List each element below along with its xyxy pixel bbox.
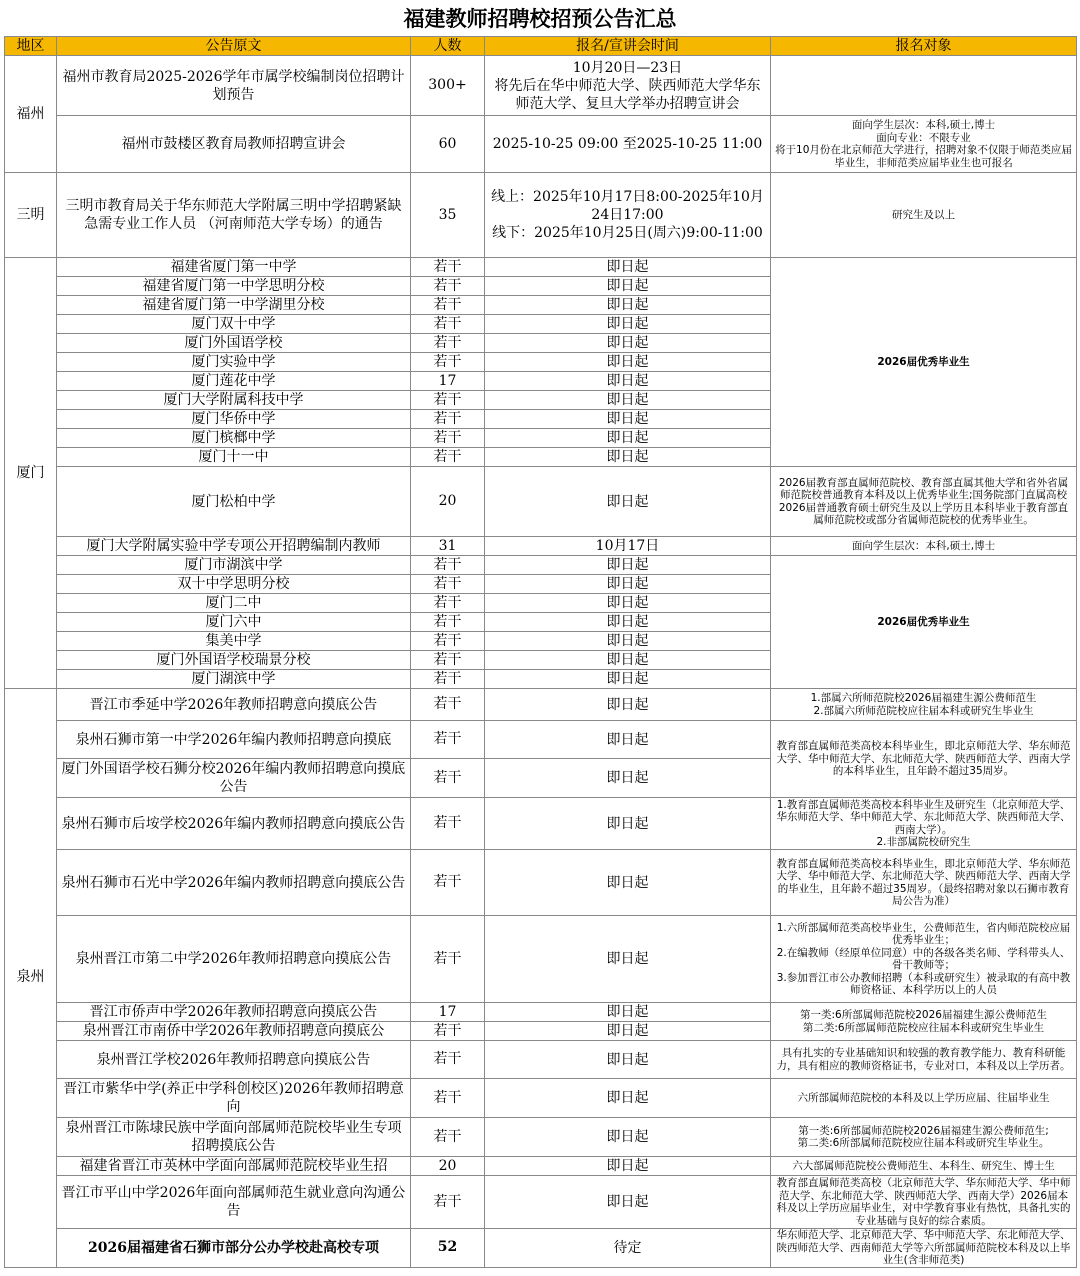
notice-cell: 福建省晋江市英林中学面向部属师范院校毕业生招 (57, 1157, 411, 1176)
count-cell: 若干 (411, 296, 485, 315)
time-cell: 即日起 (485, 759, 771, 798)
count-cell: 若干 (411, 759, 485, 798)
time-cell: 即日起 (485, 632, 771, 651)
table-row (5, 721, 1077, 759)
count-cell: 若干 (411, 798, 485, 850)
count-cell: 若干 (411, 429, 485, 448)
time-cell: 即日起 (485, 689, 771, 721)
notice-cell: 泉州晋江学校2026年教师招聘意向摸底公告 (57, 1041, 411, 1079)
time-cell: 即日起 (485, 1118, 771, 1157)
region-cell: 厦门 (5, 258, 57, 689)
time-cell: 待定 (485, 1229, 771, 1268)
notice-cell: 厦门松柏中学 (57, 467, 411, 537)
table-row (5, 916, 1077, 1003)
time-cell: 即日起 (485, 372, 771, 391)
count-cell: 若干 (411, 670, 485, 689)
time-cell: 即日起 (485, 1041, 771, 1079)
time-cell: 即日起 (485, 315, 771, 334)
table-row (5, 798, 1077, 850)
time-cell: 即日起 (485, 594, 771, 613)
notice-cell: 泉州晋江市南侨中学2026年教师招聘意向摸底公 (57, 1022, 411, 1041)
time-cell: 即日起 (485, 353, 771, 372)
notice-cell: 晋江市平山中学2026年面向部属师范生就业意向沟通公告 (57, 1176, 411, 1229)
time-cell: 即日起 (485, 258, 771, 277)
notice-cell: 2026届福建省石狮市部分公办学校赴高校专项 (57, 1229, 411, 1268)
count-cell: 若干 (411, 850, 485, 916)
time-cell: 即日起 (485, 296, 771, 315)
count-cell: 若干 (411, 315, 485, 334)
notice-cell: 福建省厦门第一中学 (57, 258, 411, 277)
target-cell: 六大部属师范院校公费师范生、本科生、研究生、博士生 (771, 1157, 1077, 1176)
region-cell: 泉州 (5, 689, 57, 1268)
time-cell: 即日起 (485, 1176, 771, 1229)
time-cell: 即日起 (485, 467, 771, 537)
time-cell: 即日起 (485, 429, 771, 448)
notice-cell: 福建省厦门第一中学思明分校 (57, 277, 411, 296)
notice-cell: 厦门外国语学校 (57, 334, 411, 353)
target-cell: 教育部直属师范类高校（北京师范大学、华东师范大学、华中师范大学、东北师范大学、陕西师范大学、西南大学）2026届本科及以上学历应届毕业生，对中学教育事业有热忱，具备扎实的专业基础与良好的综合素质。 (771, 1176, 1077, 1229)
count-cell: 若干 (411, 448, 485, 467)
target-cell: 1.教育部直属师范类高校本科毕业生及研究生（北京师范大学、华东师范大学、华中师范大学、东北师范大学、陕西师范大学、西南大学）。 2.非部属院校研究生 (771, 798, 1077, 850)
count-cell: 若干 (411, 575, 485, 594)
count-cell: 若干 (411, 1041, 485, 1079)
notice-cell: 双十中学思明分校 (57, 575, 411, 594)
notice-cell: 厦门槟榔中学 (57, 429, 411, 448)
target-cell: 研究生及以上 (771, 173, 1077, 258)
time-cell: 即日起 (485, 575, 771, 594)
table-row (5, 1157, 1077, 1176)
header-time: 报名/宣讲会时间 (485, 37, 771, 56)
table-row (5, 56, 1077, 116)
notice-cell: 厦门湖滨中学 (57, 670, 411, 689)
count-cell: 20 (411, 1157, 485, 1176)
time-cell: 即日起 (485, 613, 771, 632)
notice-cell: 晋江市紫华中学(养正中学科创校区)2026年教师招聘意向 (57, 1079, 411, 1118)
count-cell: 若干 (411, 916, 485, 1003)
notice-cell: 泉州石狮市石光中学2026年编内教师招聘意向摸底公告 (57, 850, 411, 916)
header-region: 地区 (5, 37, 57, 56)
target-cell: 1.六所部属师范类高校毕业生，公费师范生，省内师范院校应届优秀毕业生； 2.在编教师（经原单位同意）中的各级各类名师、学科带头人、骨干教师等； 3.参加晋江市公办教师招聘（本科或研究生）被录取的有高中教师资格证、本科学历以上的人员 (771, 916, 1077, 1003)
notice-cell: 厦门大学附属科技中学 (57, 391, 411, 410)
table-row (5, 116, 1077, 173)
notice-cell: 厦门华侨中学 (57, 410, 411, 429)
target-cell: 第一类:6所部属师范院校2026届福建生源公费师范生 第二类:6所部属师范院校应往届本科或研究生毕业生 (771, 1003, 1077, 1041)
time-cell: 即日起 (485, 277, 771, 296)
time-cell: 即日起 (485, 798, 771, 850)
time-cell: 即日起 (485, 448, 771, 467)
table-row (5, 1079, 1077, 1118)
region-cell: 福州 (5, 56, 57, 173)
table-row (5, 1118, 1077, 1157)
header-count: 人数 (411, 37, 485, 56)
count-cell: 若干 (411, 410, 485, 429)
time-cell: 即日起 (485, 1157, 771, 1176)
target-cell: 2026届教育部直属师范院校、教育部直属其他大学和省外省属师范院校普通教育本科及以上优秀毕业生;国务院部门直属高校2026届普通教育硕士研究生及以上学历且本科毕业于教育部直属师范院校或部分省属师范院校的优秀毕业生。 (771, 467, 1077, 537)
table-row (5, 1041, 1077, 1079)
table-row (5, 689, 1077, 721)
target-cell: 第一类:6所部属师范院校2026届福建生源公费师范生; 第二类:6所部属师范院校应往届本科或研究生毕业生。 (771, 1118, 1077, 1157)
count-cell: 若干 (411, 632, 485, 651)
count-cell: 17 (411, 372, 485, 391)
table-row (5, 258, 1077, 277)
count-cell: 若干 (411, 1176, 485, 1229)
notice-cell: 厦门市湖滨中学 (57, 556, 411, 575)
time-cell: 10月17日 (485, 537, 771, 556)
target-cell: 具有扎实的专业基础知识和较强的教育教学能力、教育科研能力，具有相应的教师资格证书，专业对口，本科及以上学历者。 (771, 1041, 1077, 1079)
target-cell: 华东师范大学、北京师范大学、华中师范大学、东北师范大学、陕西师范大学、西南师范大学等六所部属师范院校本科及以上毕业生(含非师范类) (771, 1229, 1077, 1268)
table-row (5, 173, 1077, 258)
time-cell: 即日起 (485, 410, 771, 429)
table-row (5, 1176, 1077, 1229)
target-cell: 面向学生层次：本科,硕士,博士 (771, 537, 1077, 556)
time-cell: 2025-10-25 09:00 至2025-10-25 11:00 (485, 116, 771, 173)
table-row (5, 1229, 1077, 1268)
table-row (5, 467, 1077, 537)
notice-cell: 泉州石狮市后垵学校2026年编内教师招聘意向摸底公告 (57, 798, 411, 850)
count-cell: 若干 (411, 391, 485, 410)
header-row (5, 37, 1077, 56)
notice-cell: 厦门外国语学校瑞景分校 (57, 651, 411, 670)
notice-cell: 厦门莲花中学 (57, 372, 411, 391)
time-cell: 即日起 (485, 721, 771, 759)
notice-cell: 厦门二中 (57, 594, 411, 613)
target-cell: 2026届优秀毕业生 (771, 258, 1077, 467)
count-cell: 若干 (411, 556, 485, 575)
time-cell: 即日起 (485, 391, 771, 410)
notice-cell: 集美中学 (57, 632, 411, 651)
time-cell: 线上：2025年10月17日8:00-2025年10月24日17:00 线下：2025年10月25日(周六)9:00-11:00 (485, 173, 771, 258)
target-cell: 1.部属六所师范院校2026届福建生源公费师范生 2.部属六所师范院校应往届本科或研究生毕业生 (771, 689, 1077, 721)
notice-cell: 福州市教育局2025-2026学年市属学校编制岗位招聘计划预告 (57, 56, 411, 116)
recruitment-table (4, 36, 1077, 1268)
header-notice: 公告原文 (57, 37, 411, 56)
count-cell: 若干 (411, 594, 485, 613)
notice-cell: 福建省厦门第一中学湖里分校 (57, 296, 411, 315)
table-row (5, 556, 1077, 575)
count-cell: 31 (411, 537, 485, 556)
notice-cell: 三明市教育局关于华东师范大学附属三明中学招聘紧缺急需专业工作人员 （河南师范大学专场）的通告 (57, 173, 411, 258)
notice-cell: 厦门外国语学校石狮分校2026年编内教师招聘意向摸底公告 (57, 759, 411, 798)
count-cell: 17 (411, 1003, 485, 1022)
header-target: 报名对象 (771, 37, 1077, 56)
count-cell: 若干 (411, 277, 485, 296)
count-cell: 若干 (411, 721, 485, 759)
time-cell: 即日起 (485, 1079, 771, 1118)
notice-cell: 泉州晋江市陈埭民族中学面向部属师范院校毕业生专项招聘摸底公告 (57, 1118, 411, 1157)
time-cell: 即日起 (485, 850, 771, 916)
notice-cell: 泉州晋江市第二中学2026年教师招聘意向摸底公告 (57, 916, 411, 1003)
table-row (5, 1003, 1077, 1022)
count-cell: 若干 (411, 689, 485, 721)
count-cell: 60 (411, 116, 485, 173)
count-cell: 若干 (411, 613, 485, 632)
count-cell: 35 (411, 173, 485, 258)
notice-cell: 厦门十一中 (57, 448, 411, 467)
region-cell: 三明 (5, 173, 57, 258)
count-cell: 若干 (411, 353, 485, 372)
target-cell: 教育部直属师范类高校本科毕业生，即北京师范大学、华东师范大学、华中师范大学、东北师范大学、陕西师范大学、西南大学的本科毕业生，且年龄不超过35周岁。 (771, 721, 1077, 798)
count-cell: 20 (411, 467, 485, 537)
count-cell: 若干 (411, 1022, 485, 1041)
notice-cell: 厦门大学附属实验中学专项公开招聘编制内教师 (57, 537, 411, 556)
count-cell: 若干 (411, 334, 485, 353)
notice-cell: 厦门六中 (57, 613, 411, 632)
notice-cell: 泉州石狮市第一中学2026年编内教师招聘意向摸底 (57, 721, 411, 759)
time-cell: 即日起 (485, 670, 771, 689)
time-cell: 即日起 (485, 1003, 771, 1022)
count-cell: 若干 (411, 1118, 485, 1157)
target-cell: 2026届优秀毕业生 (771, 556, 1077, 689)
notice-cell: 福州市鼓楼区教育局教师招聘宣讲会 (57, 116, 411, 173)
table-row (5, 537, 1077, 556)
count-cell: 若干 (411, 258, 485, 277)
notice-cell: 厦门双十中学 (57, 315, 411, 334)
count-cell: 若干 (411, 1079, 485, 1118)
time-cell: 10月20日—23日 将先后在华中师范大学、陕西师范大学华东师范大学、复旦大学举办招聘宣讲会 (485, 56, 771, 116)
time-cell: 即日起 (485, 556, 771, 575)
notice-cell: 晋江市侨声中学2026年教师招聘意向摸底公告 (57, 1003, 411, 1022)
page-title: 福建教师招聘校招预公告汇总 (403, 7, 677, 31)
target-cell: 教育部直属师范类高校本科毕业生，即北京师范大学、华东师范大学、华中师范大学、东北师范大学、陕西师范大学、西南大学的毕业生，且年龄不超过35周岁。（最终招聘对象以石狮市教育局公告为准） (771, 850, 1077, 916)
target-cell (771, 56, 1077, 116)
target-cell: 六所部属师范院校的本科及以上学历应届、往届毕业生 (771, 1079, 1077, 1118)
notice-cell: 晋江市季延中学2026年教师招聘意向摸底公告 (57, 689, 411, 721)
time-cell: 即日起 (485, 651, 771, 670)
time-cell: 即日起 (485, 334, 771, 353)
time-cell: 即日起 (485, 1022, 771, 1041)
target-cell: 面向学生层次：本科,硕士,博士 面向专业：不限专业 将于10月份在北京师范大学进行，招聘对象不仅限于师范类应届毕业生，非师范类应届毕业生也可报名 (771, 116, 1077, 173)
notice-cell: 厦门实验中学 (57, 353, 411, 372)
count-cell: 300+ (411, 56, 485, 116)
count-cell: 若干 (411, 651, 485, 670)
count-cell: 52 (411, 1229, 485, 1268)
table-row (5, 850, 1077, 916)
time-cell: 即日起 (485, 916, 771, 1003)
